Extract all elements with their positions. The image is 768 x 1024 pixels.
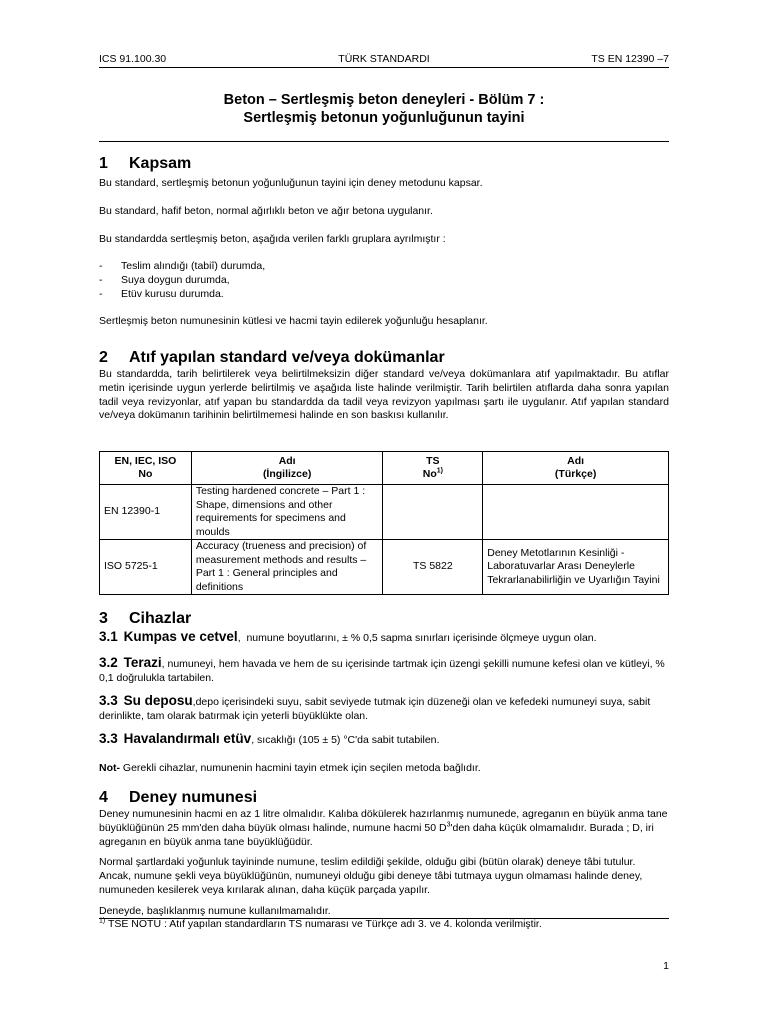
footnote <box>99 918 669 930</box>
note-text: Gerekli cihazlar, numunenin hacmini tayin etmek için seçilen metoda bağlıdır. <box>120 762 481 774</box>
s1-paragraph-4: Sertleşmiş beton numunesinin kütlesi ve hacmi tayin edilerek yoğunluğu hesaplanır. <box>99 315 488 327</box>
page-header <box>99 53 669 68</box>
item-3-4-text: sıcaklığı (105 ± 5) °C'da sabit tutabilen. <box>257 734 440 746</box>
s4-paragraph-1: Deney numunesinin hacmi en az 1 litre olmalıdır. Kalıba dökülerek hazırlanmış numunede, agreganın en büyük anma tane büyüklüğünün 25 mm'den daha büyük olması halinde, numune hacmi 50 $D^3'den$ daha küçük olmamalıdır. Burada ; D, iri agreganın en büyük anma tane büyüklüğüdür. <box>99 808 668 848</box>
list-item: - Teslim alındığı (tabiî) durumda, <box>99 260 266 272</box>
s1-paragraph-2: Bu standard, hafif beton, normal ağırlıklı beton ve ağır betona uygulanır. <box>99 205 433 217</box>
table-row <box>100 485 669 540</box>
item-3-2-text: numuneyi, hem havada ve hem de su içerisinde tartmak için üzengi şekilli numune kefesi olan ve kütleyi, % 0,1 doğrulukla tartabilen. <box>99 658 665 684</box>
page-number: 1 <box>663 960 669 972</box>
table-cell: ISO 5725-1 <box>100 540 192 595</box>
superscript: 3 <box>446 821 451 829</box>
item-3-1: 3.1 Kumpas ve cetvel, numune boyutlarını, ± % 0,5 sapma sınırları içerisinde ölçmeye uygun olan. <box>99 629 597 644</box>
item-3-1-text: numune boyutlarını, ± % 0,5 sapma sınırları içerisinde ölçmeye uygun olan. <box>246 632 597 644</box>
footnote-text: TSE NOTU : Atıf yapılan standardların TS numarası ve Türkçe adı 3. ve 4. kolonda verilmiştir. <box>105 918 542 930</box>
item-3-3-title: Su deposu <box>123 693 193 708</box>
item-3-3: 3.3 Su deposu,depo içerisindeki suyu, sabit seviyede tutmak için düzeneği olan ve kefedeki numuneyi suya, sabit derinlikte, tam olarak batırmak için yeterli büyüklükte olan. <box>99 693 651 722</box>
item-3-2-number: 3.2 <box>99 655 118 670</box>
item-3-3-text: depo içerisindeki suyu, sabit seviyede tutmak için düzeneği olan ve kefedeki numuneyi suya, sabit derinlikte, tam olarak batırmak için yeterli büyüklükte olan. <box>99 696 651 722</box>
table-cell: Accuracy (trueness and precision) of measurement methods and results – Part 1 : General principles and definitions <box>191 540 383 595</box>
item-3-2-title: Terazi <box>123 655 162 670</box>
section-1-heading <box>99 155 191 173</box>
item-3-2: 3.2 Terazi, numuneyi, hem havada ve hem de su içerisinde tartmak için üzengi şekilli numune kefesi olan ve kütleyi, % 0,1 doğrulukla tartabilen. <box>99 655 665 684</box>
section-4-number: 4 <box>99 789 108 806</box>
title-line-1: Beton – Sertleşmiş beton deneyleri - Bölüm 7 : <box>223 92 545 108</box>
header-ics-code: ICS 91.100.30 <box>99 53 167 65</box>
item-3-4: 3.3 Havalandırmalı etüv, sıcaklığı (105 ± 5) °C'da sabit tutabilen. <box>99 731 440 746</box>
section-1-title: Kapsam <box>129 155 192 172</box>
item-3-4-title: Havalandırmalı etüv <box>123 731 252 746</box>
section-1-number: 1 <box>99 155 108 172</box>
col-header-ts-number: TS No$^{1)}$ <box>383 452 483 485</box>
table-row <box>100 540 669 595</box>
title-line-2: Sertleşmiş betonun yoğunluğunun tayini <box>243 110 525 126</box>
item-3-4-number: 3.3 <box>99 731 118 746</box>
list-item: - Suya doygun durumda, <box>99 274 230 286</box>
table-cell <box>483 485 669 540</box>
section-2-number: 2 <box>99 349 108 366</box>
table-cell: Testing hardened concrete – Part 1 : Shape, dimensions and other requirements for specimens and moulds <box>191 485 383 540</box>
title-divider <box>99 141 669 142</box>
table-cell <box>383 485 483 540</box>
section-3-number: 3 <box>99 610 108 627</box>
table-header-row <box>100 452 669 485</box>
s2-paragraph-1: Bu standardda, tarih belirtilerek veya belirtilmeksizin diğer standard ve/veya dokümanlara atıf yapılmaktadır. Bu atıflar metin içerisinde uygun yerlerde belirtilmiş ve aşağıda liste halinde verilmiştir. Tarih belirtilen atıflarda daha sonra yapılan tadil veya revizyonlar, atıf yapan bu standardda da tadil veya revizyon yapılması şartı ile uygulanır. Atıf yapılan standard ve/veya dokümanın tarihinin belirtilmemesi halinde en son baskısı kullanılır. <box>99 368 669 422</box>
s4-paragraph-3: Deneyde, başlıklanmış numune kullanılmamalıdır. <box>99 905 331 917</box>
item-3-3-number: 3.3 <box>99 693 118 708</box>
item-3-1-title: Kumpas ve cetvel <box>123 629 238 644</box>
section-2-title: Atıf yapılan standard ve/veya dokümanlar <box>129 349 445 366</box>
table-cell: EN 12390-1 <box>100 485 192 540</box>
section-2-heading <box>99 349 445 367</box>
section-3-heading <box>99 610 191 628</box>
document-title <box>99 91 669 127</box>
header-standard-type: TÜRK STANDARDI <box>338 53 430 65</box>
section-4-heading <box>99 789 257 807</box>
section-3-title: Cihazlar <box>129 610 192 627</box>
header-standard-number: TS EN 12390 –7 <box>591 53 669 65</box>
s4-paragraph-2: Normal şartlardaki yoğunluk tayininde numune, teslim edildiği şekilde, olduğu gibi (bütün olarak) deneye tâbi tutulur. Ancak, numune şekli veya büyüklüğünün, numuneyi olduğu gibi deneye tâbi tutmaya uygun olmaması halinde deney, numuneden kesilerek veya kırılarak alınan, daha küçük parçada yapılır. <box>99 856 643 896</box>
footnote-marker: 1) <box>436 467 443 475</box>
note-label: Not- <box>99 762 120 774</box>
section-4-title: Deney numunesi <box>129 789 258 806</box>
col-header-number: EN, IEC, ISO No <box>100 452 192 485</box>
s1-paragraph-1: Bu standard, sertleşmiş betonun yoğunluğunun tayini için deney metodunu kapsar. <box>99 177 483 189</box>
footnote-marker: 1) <box>99 917 106 925</box>
list-item: - Etüv kurusu durumda. <box>99 288 224 300</box>
col-header-name-english: Adı (İngilizce) <box>191 452 383 485</box>
col-header-name-turkish: Adı (Türkçe) <box>483 452 669 485</box>
item-3-1-number: 3.1 <box>99 629 118 644</box>
table-cell: TS 5822 <box>383 540 483 595</box>
s1-paragraph-3: Bu standardda sertleşmiş beton, aşağıda verilen farklı gruplara ayrılmıştır : <box>99 233 446 245</box>
s3-note <box>99 762 669 776</box>
table-cell: Deney Metotlarının Kesinliği - Laboratuvarlar Arası Deneylerle Tekrarlanabilirliğin ve Uyarlığın Tayini <box>483 540 669 595</box>
normative-references-table <box>99 451 669 595</box>
